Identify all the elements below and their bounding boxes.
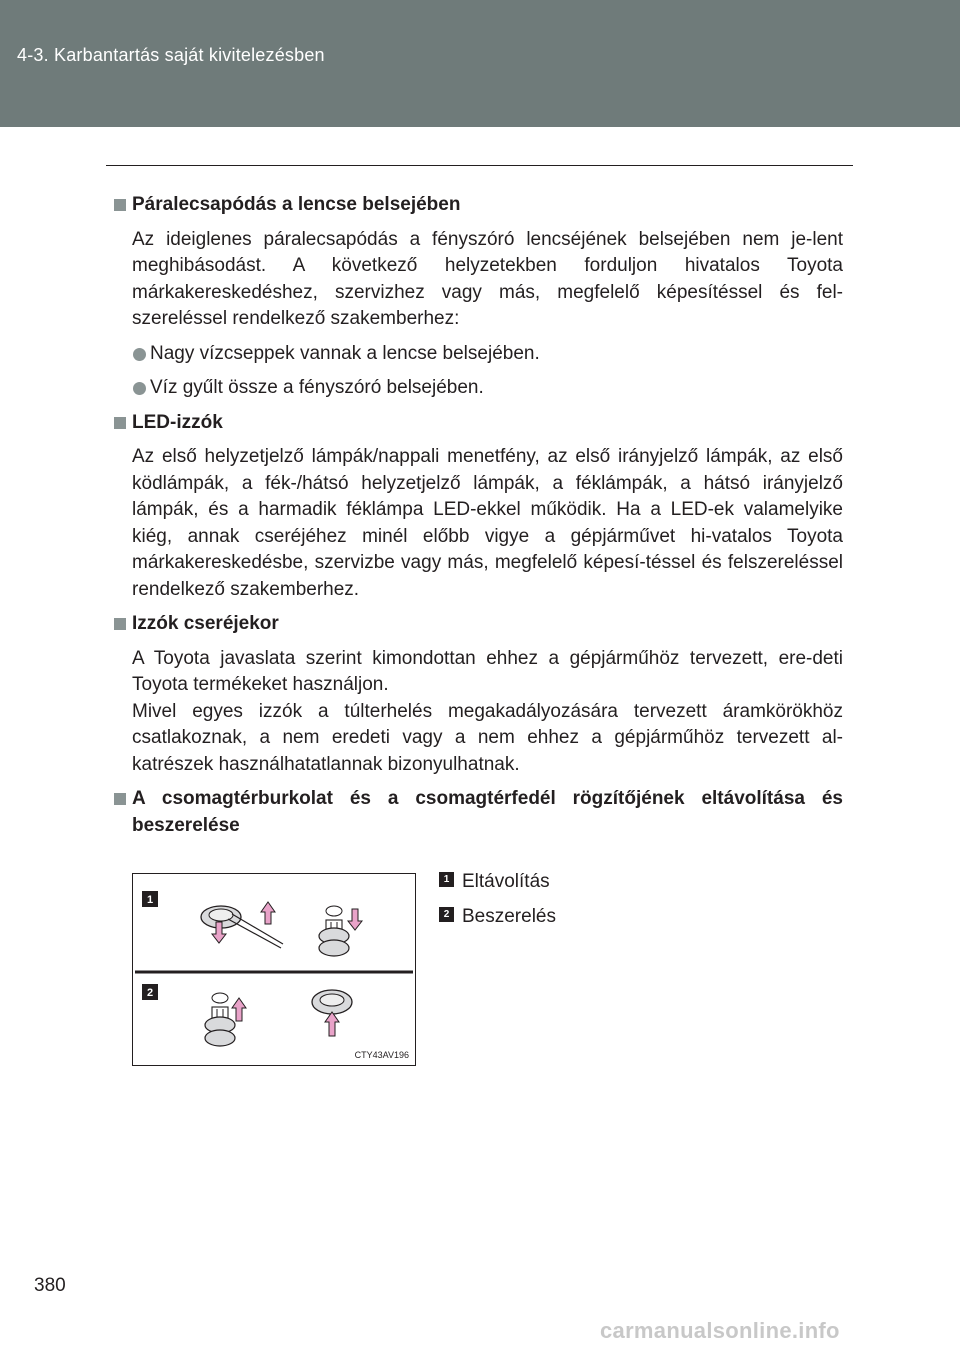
section-heading-fog (111, 192, 843, 219)
paragraph: Az ideiglenes páralecsapódás a fényszóró lencséjének belsejében nem je-lent meghibásodást. A következő helyzetekben forduljon hivatalos Toyota márkakereskedéshez, szervizhez vagy más, megfelelő képesítéssel és fel-szereléssel rendelkező szakemberhez: (132, 228, 843, 329)
circle-bullet-icon (133, 382, 146, 395)
paragraph: Az első helyzetjelző lámpák/nappali menetfény, az első irányjelző lámpák, az első ködlámpák, a fék-/hátsó helyzetjelző lámpák, a féklámpák, a hátsó irányjelző lámpák, és a harmadik féklámpa LED-ekkel működik. Ha a LED-ek valamelyike kiég, annak cseréjéhez minél előbb vigye a gépjárművet hi-vatalos Toyota márkakereskedésbe, szervizbe vagy más, megfelelő képesí-téssel és felszereléssel rendelkező szakemberhez. (132, 446, 843, 600)
step-label-installation (439, 905, 556, 929)
section-heading-bulb-replacement (111, 611, 843, 638)
step-2-badge-number: 2 (146, 987, 154, 999)
list-item-text: Víz gyűlt össze a fényszóró belsejében. (150, 377, 484, 398)
section-heading-led (111, 410, 843, 437)
heading-text: LED-izzók (132, 411, 223, 433)
page-header (0, 0, 960, 127)
step-1-number-badge: 1 (439, 872, 454, 887)
clip-installed-drawing (312, 990, 352, 1036)
header-rule (106, 165, 853, 166)
clip-removed-drawing (319, 906, 362, 956)
list-item (132, 341, 843, 368)
heading-text: Izzók cseréjekor (132, 613, 279, 634)
paragraph: Mivel egyes izzók a túlterhelés megakadályozására tervezett áramkörökhöz csatlakoznak, a nem eredeti vagy a nem ehhez a gépjárműhöz tervezett al-katrészek használhatatlannak bizonyulhatnak. (132, 700, 843, 775)
clip-install-drawing (205, 993, 246, 1046)
circle-bullet-icon (133, 348, 146, 361)
step-label-removal (439, 870, 550, 894)
illustration-code: CTY43AV196 (354, 1050, 409, 1060)
paragraph: A Toyota javaslata szerint kimondottan ehhez a gépjárműhöz tervezett, ere-deti Toyota termékeket használjon. (132, 647, 843, 695)
section-heading-trim-clip (111, 786, 843, 839)
heading-text: A csomagtérburkolat és a csomagtérfedél rögzítőjének eltávolítása és beszerelése (132, 788, 843, 836)
square-bullet-icon (114, 417, 126, 429)
step-2-number-badge: 2 (439, 907, 454, 922)
step-2-label: Beszerelés (462, 906, 556, 927)
list-item (132, 375, 843, 402)
clip-illustration-svg (133, 874, 415, 1065)
main-content (111, 192, 843, 847)
step-1-badge-number: 1 (146, 894, 154, 906)
clip-illustration (132, 873, 416, 1066)
header-title: 4-3. Karbantartás saját kivitelezésben (17, 45, 325, 65)
watermark: carmanualsonline.info (600, 1318, 840, 1343)
heading-text: Páralecsapódás a lencse belsejében (132, 194, 461, 215)
square-bullet-icon (114, 793, 126, 805)
square-bullet-icon (114, 618, 126, 630)
clip-removal-drawing (201, 902, 283, 948)
square-bullet-icon (114, 199, 126, 211)
step-1-label: Eltávolítás (462, 871, 550, 892)
page-number: 380 (34, 1275, 66, 1296)
list-item-text: Nagy vízcseppek vannak a lencse belsejében. (150, 342, 540, 364)
